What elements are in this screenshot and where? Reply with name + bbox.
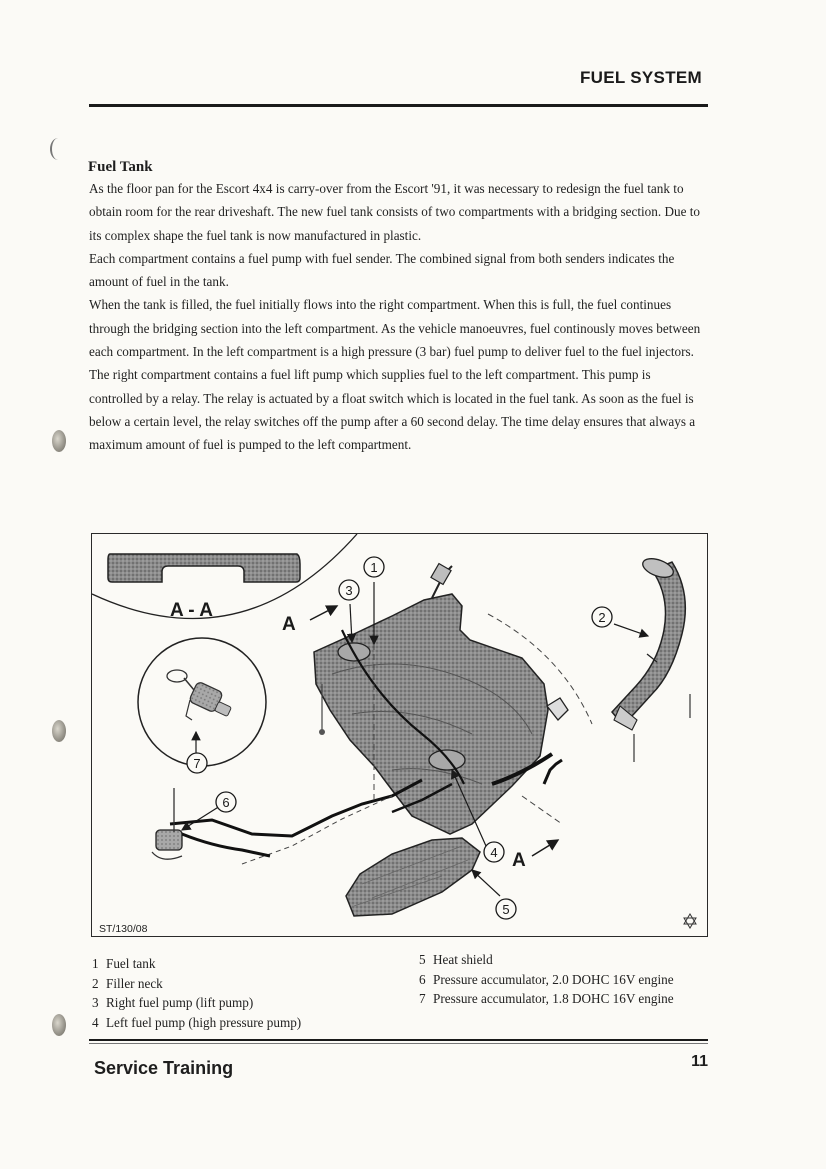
punch-hole [52,720,66,742]
svg-text:5: 5 [502,902,510,917]
fuel-tank-body [314,594,548,834]
callout-2 [592,607,612,627]
svg-text:4: 4 [490,845,498,860]
header-rule [89,104,708,107]
legend-item: 7 Pressure accumulator, 1.8 DOHC 16V engine [419,991,674,1006]
paragraph: The right compartment contains a fuel lift pump which supplies fuel to the left compartment. This pump is controlled by a relay. The relay is actuated by a float switch which is located in the fuel tank. As soon as the fuel is below a certain level, the relay switches off the pump after a 60 second delay. The time delay ensures that always a maximum amount of fuel is pumped to the left compartment. [89,367,696,453]
pressure-accumulator-2-0 [152,788,270,859]
punch-hole [52,1014,66,1036]
svg-text:2: 2 [598,610,606,625]
svg-text:1: 1 [370,560,378,575]
section-title: Fuel Tank [88,159,153,175]
filler-neck [612,562,685,724]
section-label: A - A [170,600,213,621]
callout-3 [339,580,359,600]
callout-4 [484,842,504,862]
punch-hole [52,430,66,452]
svg-text:3: 3 [345,583,353,598]
logo-mark [684,914,696,928]
punch-hole [50,138,66,160]
heat-shield [346,838,480,916]
paragraph: As the floor pan for the Escort 4x4 is carry-over from the Escort '91, it was necessary to redesign the fuel tank to obtain room for the rear driveshaft. The new fuel tank consists of two compartments with a bridging section. Due to its complex shape the fuel tank is now manufactured in plastic. [89,181,700,243]
legend-item: 6 Pressure accumulator, 2.0 DOHC 16V engine [419,971,674,987]
callout-1 [364,557,384,577]
footer-rule-thin [89,1043,708,1044]
svg-text:6: 6 [222,795,230,810]
section-body [89,177,707,457]
footer-rule [89,1039,708,1041]
svg-text:7: 7 [193,756,201,771]
callout-7 [187,753,207,773]
footer-brand: Service Training [94,1058,234,1078]
legend-item: 1 Fuel tank [92,956,156,971]
cross-section-shape [108,554,300,582]
view-arrow-label: A [282,614,296,635]
legend-item: 5 Heat shield [419,952,493,967]
pressure-accumulator-detail [167,670,231,720]
page-number: 11 [691,1053,708,1070]
paragraph: Each compartment contains a fuel pump with fuel sender. The combined signal from both senders indicates the amount of fuel in the tank. [89,250,675,290]
legend-left [92,954,301,1032]
paragraph: When the tank is filled, the fuel initially flows into the right compartment. When this is full, the fuel continues through the bridging section into the left compartment. As the vehicle manoeuvres, fuel continously moves between each compartment. In the left compartment is a high pressure (3 bar) fuel pump to deliver fuel to the fuel injectors. [89,297,701,360]
figure-code: ST/130/08 [99,923,148,935]
legend-item: 4 Left fuel pump (high pressure pump) [92,1014,302,1030]
legend-item: 2 Filler neck [92,975,163,991]
callout-6 [216,792,236,812]
page-header-title: FUEL SYSTEM [579,68,702,87]
legend-right [419,950,674,1009]
diagram-drawing [92,534,707,936]
fuel-tank-diagram [91,533,708,937]
legend-item: 3 Right fuel pump (lift pump) [92,995,254,1010]
view-arrow-label: A [512,850,526,871]
callout-5 [496,899,516,919]
